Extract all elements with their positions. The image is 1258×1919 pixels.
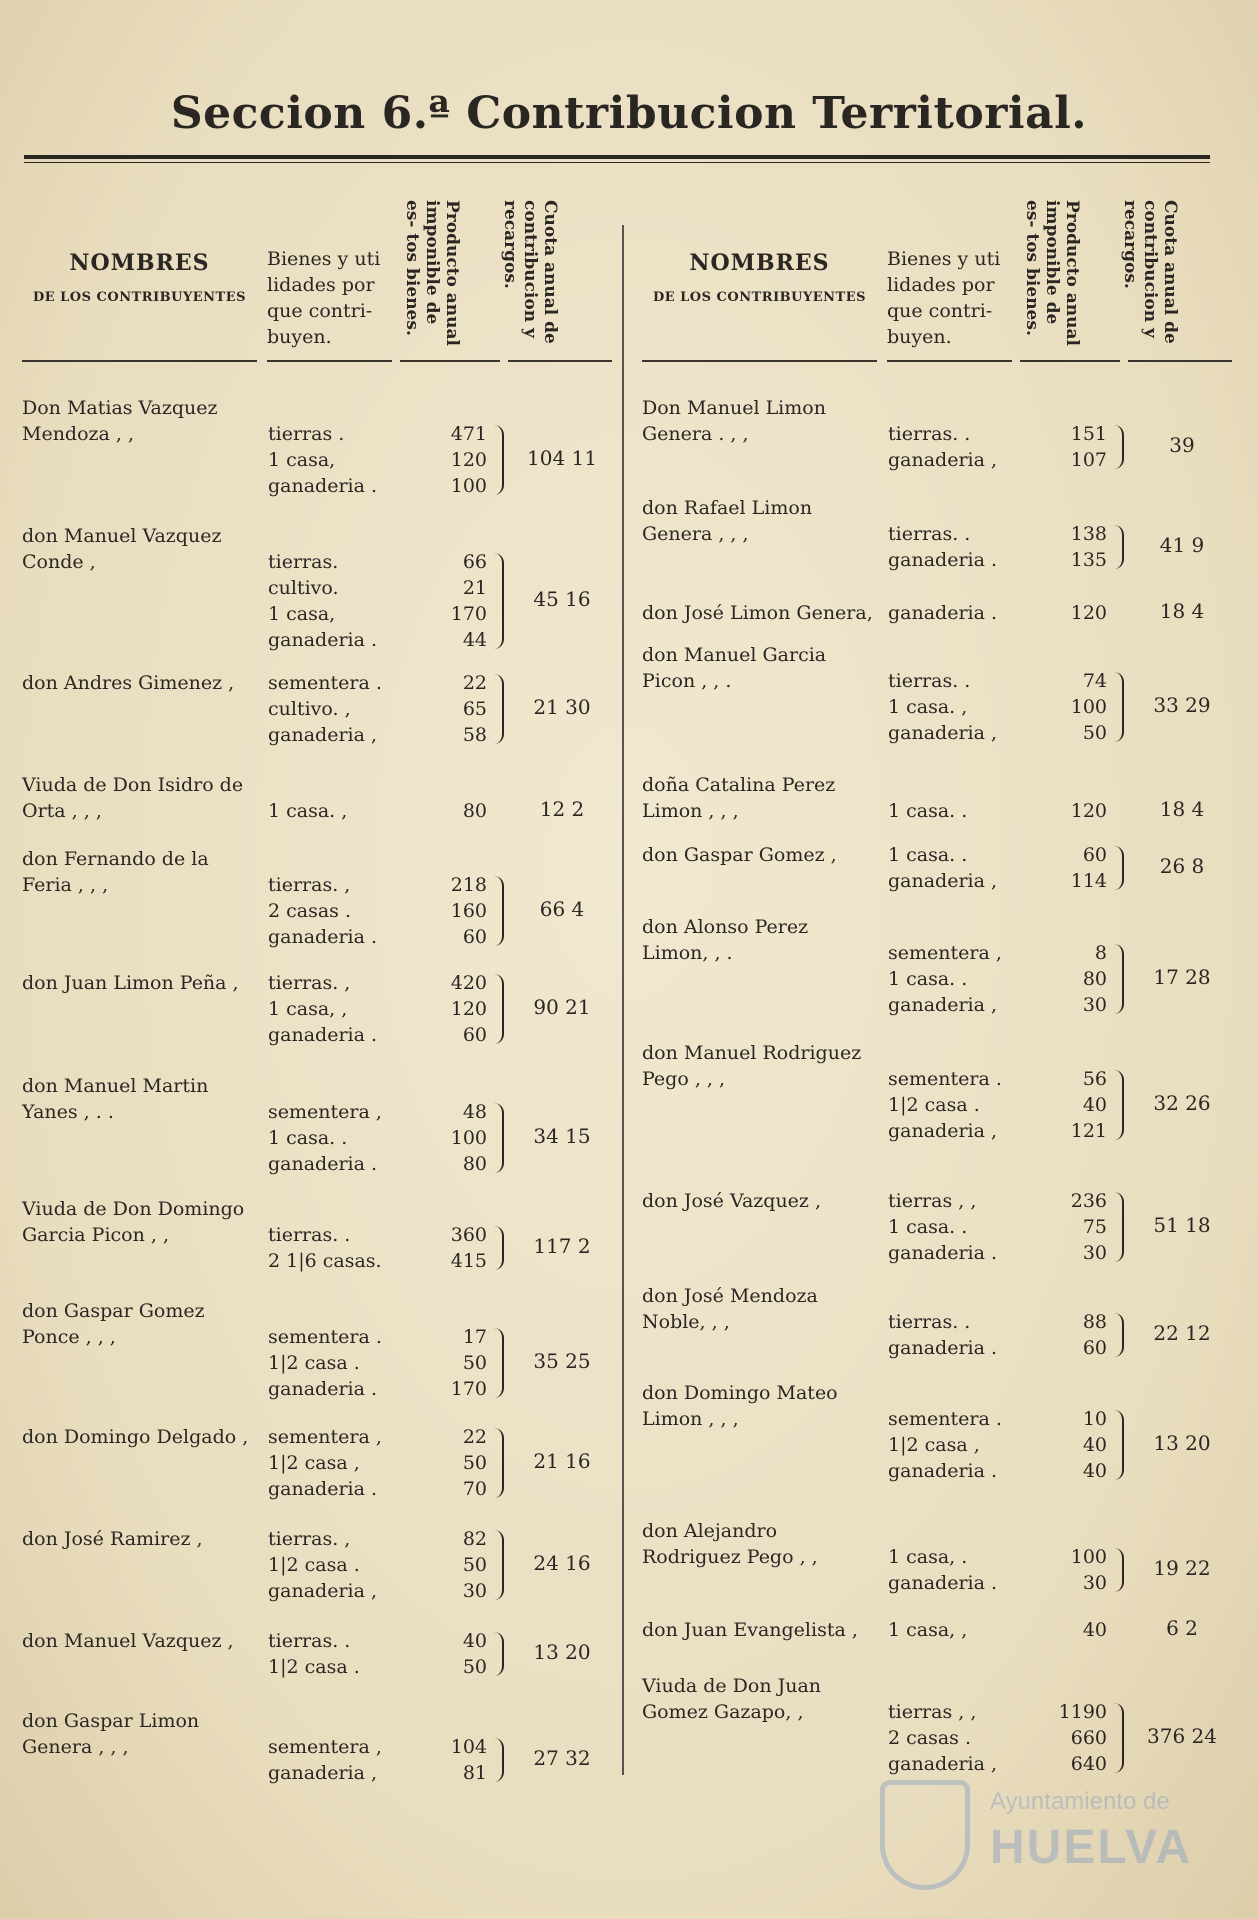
product-value: 75 (1082, 1216, 1107, 1238)
header-names-sub: DE LOS CONTRIBUYENTES (652, 290, 867, 305)
product-values (407, 970, 487, 1048)
product-value: 56 (1082, 1068, 1107, 1090)
property-item: sementera , (268, 1101, 382, 1123)
property-list (888, 1188, 1018, 1266)
product-values (407, 1424, 487, 1502)
product-value: 60 (1082, 1337, 1107, 1359)
grouping-brace (494, 1428, 504, 1498)
column-divider (622, 225, 624, 1775)
taxpayer-name: Viuda de Don Juan Gomez Gazapo, , (642, 1675, 822, 1723)
property-item: tierras. . (888, 523, 971, 545)
taxpayer-name: don José Ramirez , (22, 1528, 203, 1550)
product-value: 81 (462, 1762, 487, 1784)
product-value: 58 (462, 724, 487, 746)
property-item: 2 1|6 casas. (268, 1250, 382, 1272)
property-item: tierras. . (888, 1311, 971, 1333)
taxpayer-name: don Gaspar Gomez , (642, 844, 837, 866)
taxpayer-name: don José Vazquez , (642, 1190, 822, 1212)
property-list (268, 970, 398, 1048)
property-item: sementera , (268, 1426, 382, 1448)
header-names-sub: DE LOS CONTRIBUYENTES (32, 290, 247, 305)
property-list (888, 1406, 1018, 1484)
property-list (268, 549, 398, 653)
header-rules (642, 360, 1232, 364)
annual-quota: 21 16 (533, 1449, 591, 1473)
annual-quota: 27 32 (533, 1746, 591, 1770)
product-value: 50 (462, 1656, 487, 1678)
property-item: 1 casa. . (888, 800, 968, 822)
property-item: 1 casa. . (268, 1127, 348, 1149)
product-values (1027, 940, 1107, 1018)
taxpayer-name: don Rafael Limon Genera , , , (642, 497, 813, 545)
taxpayer-name: don Alonso Perez Limon, , . (642, 916, 809, 964)
property-item: ganaderia . (268, 1478, 378, 1500)
column-header (642, 190, 1232, 360)
annual-quota: 21 30 (533, 695, 591, 719)
property-item: ganaderia , (888, 722, 998, 744)
grouping-brace (494, 553, 504, 649)
property-item: tierras. (268, 551, 339, 573)
taxpayer-name: don Andres Gimenez , (22, 672, 235, 694)
grouping-brace (494, 674, 504, 744)
product-value: 60 (462, 1024, 487, 1046)
property-item: tierras. . (888, 670, 971, 692)
grouping-brace (494, 1103, 504, 1173)
property-list (888, 521, 1018, 573)
title-rule (24, 155, 1210, 159)
product-value: 120 (1070, 602, 1107, 624)
header-names: NOMBRES (69, 250, 210, 276)
header-rules (22, 360, 612, 364)
annual-quota: 41 9 (1159, 533, 1205, 557)
product-values (1027, 1309, 1107, 1361)
product-values (1027, 1617, 1107, 1643)
watermark-line2: HUELVA (990, 1821, 1193, 1874)
property-item: ganaderia . (888, 1572, 998, 1594)
property-list (268, 1734, 398, 1786)
property-item: ganaderia . (268, 629, 378, 651)
annual-quota: 66 4 (539, 897, 585, 921)
taxpayer-name: Viuda de Don Isidro de Orta , , , (22, 774, 244, 822)
grouping-brace (1114, 846, 1124, 890)
product-values (407, 421, 487, 499)
taxpayer-name: don José Mendoza Noble, , , (642, 1285, 818, 1333)
property-list (268, 1324, 398, 1402)
annual-quota: 39 (1169, 433, 1195, 457)
product-value: 104 (450, 1736, 487, 1758)
product-value: 60 (1082, 844, 1107, 866)
property-item: cultivo. (268, 577, 339, 599)
product-value: 40 (1082, 1460, 1107, 1482)
property-item: ganaderia , (268, 1762, 378, 1784)
product-value: 40 (1082, 1619, 1107, 1641)
annual-quota: 104 11 (527, 446, 597, 470)
taxpayer-name: don Gaspar Gomez Ponce , , , (22, 1300, 205, 1348)
product-value: 22 (462, 1426, 487, 1448)
product-value: 82 (462, 1528, 487, 1550)
product-value: 660 (1070, 1727, 1107, 1749)
taxpayer-name: don Fernando de la Feria , , , (22, 848, 209, 896)
annual-quota: 6 2 (1166, 1616, 1198, 1640)
property-item: tierras. . (268, 1630, 351, 1652)
property-item: tierras. . (888, 423, 971, 445)
property-item: 2 casas . (888, 1727, 972, 1749)
product-values (1027, 1699, 1107, 1777)
product-value: 65 (462, 698, 487, 720)
annual-quota: 45 16 (533, 587, 591, 611)
product-value: 80 (1082, 968, 1107, 990)
property-item: ganaderia . (268, 1378, 378, 1400)
header-bienes: Bienes y uti lidades por que contri- buyen. (887, 248, 1001, 348)
property-list (268, 1099, 398, 1177)
product-value: 360 (450, 1224, 487, 1246)
property-item: sementera , (888, 942, 1002, 964)
taxpayer-name: Don Matias Vazquez Mendoza , , (22, 397, 218, 445)
property-item: 1 casa. . (888, 968, 968, 990)
product-value: 114 (1070, 870, 1107, 892)
taxpayer-name: don Manuel Rodriguez Pego , , , (642, 1042, 862, 1090)
taxpayer-name: don Juan Limon Peña , (22, 972, 239, 994)
property-item: ganaderia . (888, 1242, 998, 1264)
taxpayer-name: don Manuel Vazquez Conde , (22, 525, 222, 573)
grouping-brace (1114, 1313, 1124, 1357)
grouping-brace (1114, 425, 1124, 469)
taxpayer-name: don Juan Evangelista , (642, 1619, 858, 1641)
product-values (407, 1526, 487, 1604)
product-values (1027, 600, 1107, 626)
property-item: 2 casas . (268, 900, 352, 922)
product-value: 80 (462, 800, 487, 822)
annual-quota: 117 2 (533, 1234, 591, 1258)
property-item: ganaderia , (888, 994, 998, 1016)
product-value: 30 (1082, 1242, 1107, 1264)
property-item: 1 casa, (268, 603, 336, 625)
left-column (22, 190, 612, 1784)
header-names: NOMBRES (689, 250, 830, 276)
annual-quota: 17 28 (1153, 965, 1211, 989)
grouping-brace (1114, 672, 1124, 742)
property-item: tierras. . (268, 1224, 351, 1246)
property-item: ganaderia , (888, 1120, 998, 1142)
property-list (888, 600, 1018, 626)
property-item: cultivo. , (268, 698, 351, 720)
product-value: 160 (450, 900, 487, 922)
product-value: 40 (1082, 1434, 1107, 1456)
taxpayer-name: don Manuel Vazquez , (22, 1630, 234, 1652)
product-value: 138 (1070, 523, 1107, 545)
property-item: ganaderia . (268, 1153, 378, 1175)
property-item: ganaderia , (888, 870, 998, 892)
grouping-brace (494, 876, 504, 946)
grouping-brace (494, 1328, 504, 1398)
property-item: tierras. , (268, 874, 351, 896)
grouping-brace (494, 974, 504, 1044)
annual-quota: 18 4 (1159, 599, 1205, 623)
property-list (268, 1424, 398, 1502)
product-values (407, 1222, 487, 1274)
header-cuota: Cuota anual de contribucion y recargos. (500, 200, 560, 344)
grouping-brace (1114, 1703, 1124, 1773)
property-item: ganaderia . (888, 602, 998, 624)
product-values (407, 1324, 487, 1402)
annual-quota: 22 12 (1153, 1321, 1211, 1345)
product-values (407, 549, 487, 653)
property-item: sementera . (268, 672, 382, 694)
product-value: 120 (450, 449, 487, 471)
product-value: 471 (450, 423, 487, 445)
product-values (407, 872, 487, 950)
property-list (268, 1222, 398, 1274)
annual-quota: 90 21 (533, 995, 591, 1019)
property-item: 1|2 casa . (268, 1352, 360, 1374)
product-value: 48 (462, 1101, 487, 1123)
product-value: 236 (1070, 1190, 1107, 1212)
property-item: 1|2 casa . (268, 1554, 360, 1576)
property-item: 1 casa. , (268, 800, 348, 822)
product-value: 120 (1070, 800, 1107, 822)
property-item: ganaderia , (268, 1580, 378, 1602)
product-value: 22 (462, 672, 487, 694)
product-value: 50 (1082, 722, 1107, 744)
product-values (1027, 842, 1107, 894)
product-value: 640 (1070, 1753, 1107, 1775)
property-list (268, 798, 398, 824)
product-value: 88 (1082, 1311, 1107, 1333)
product-value: 100 (1070, 696, 1107, 718)
property-item: tierras. , (268, 1528, 351, 1550)
product-values (1027, 1066, 1107, 1144)
taxpayer-name: Viuda de Don Domingo Garcia Picon , , (22, 1198, 245, 1246)
annual-quota: 26 8 (1159, 854, 1205, 878)
property-item: ganaderia . (888, 1337, 998, 1359)
product-value: 30 (462, 1580, 487, 1602)
property-item: 1|2 casa . (888, 1094, 980, 1116)
property-item: 1|2 casa , (888, 1434, 980, 1456)
annual-quota: 376 24 (1147, 1724, 1217, 1748)
property-item: sementera , (268, 1736, 382, 1758)
property-item: ganaderia , (888, 449, 998, 471)
grouping-brace (494, 1530, 504, 1600)
property-item: ganaderia . (888, 1460, 998, 1482)
product-value: 74 (1082, 670, 1107, 692)
grouping-brace (494, 1738, 504, 1782)
product-value: 8 (1094, 942, 1107, 964)
product-value: 66 (462, 551, 487, 573)
property-item: ganaderia , (268, 724, 378, 746)
column-header (22, 190, 612, 360)
property-list (888, 1309, 1018, 1361)
product-value: 100 (450, 475, 487, 497)
property-item: ganaderia . (888, 549, 998, 571)
product-value: 120 (450, 998, 487, 1020)
product-value: 1190 (1058, 1701, 1107, 1723)
product-value: 40 (462, 1630, 487, 1652)
product-value: 107 (1070, 449, 1107, 471)
taxpayer-name: don Gaspar Limon Genera , , , (22, 1710, 200, 1758)
product-value: 44 (462, 629, 487, 651)
property-list (888, 421, 1018, 473)
property-item: 1 casa. . (888, 844, 968, 866)
property-item: 1 casa, , (888, 1619, 968, 1641)
page-title: Seccion 6.ª Contribucion Territorial. (170, 88, 1088, 139)
product-values (407, 1734, 487, 1786)
product-values (1027, 1406, 1107, 1484)
taxpayer-name: don Alejandro Rodriguez Pego , , (642, 1520, 818, 1568)
taxpayer-name: don José Limon Genera, (642, 602, 873, 624)
property-list (888, 798, 1018, 824)
property-list (888, 940, 1018, 1018)
property-item: 1 casa, (268, 449, 336, 471)
product-value: 100 (1070, 1546, 1107, 1568)
product-value: 135 (1070, 549, 1107, 571)
product-values (1027, 668, 1107, 746)
annual-quota: 19 22 (1153, 1556, 1211, 1580)
product-value: 80 (462, 1153, 487, 1175)
product-value: 70 (462, 1478, 487, 1500)
grouping-brace (494, 425, 504, 495)
product-values (407, 670, 487, 748)
annual-quota: 33 29 (1153, 693, 1211, 717)
grouping-brace (494, 1632, 504, 1676)
grouping-brace (1114, 944, 1124, 1014)
annual-quota: 34 15 (533, 1124, 591, 1148)
property-list (268, 670, 398, 748)
property-item: ganaderia . (268, 475, 378, 497)
property-item: tierras . (268, 423, 345, 445)
property-item: sementera . (888, 1068, 1002, 1090)
annual-quota: 12 2 (539, 797, 585, 821)
header-cuota: Cuota anual de contribucion y recargos. (1120, 200, 1180, 344)
property-list (268, 421, 398, 499)
product-value: 151 (1070, 423, 1107, 445)
annual-quota: 13 20 (533, 1640, 591, 1664)
product-value: 420 (450, 972, 487, 994)
annual-quota: 32 26 (1153, 1091, 1211, 1115)
grouping-brace (494, 1226, 504, 1270)
grouping-brace (1114, 1548, 1124, 1592)
property-list (888, 1699, 1018, 1777)
property-item: ganaderia . (268, 1024, 378, 1046)
grouping-brace (1114, 1410, 1124, 1480)
product-value: 60 (462, 926, 487, 948)
watermark-line1: Ayuntamiento de (990, 1788, 1170, 1815)
product-value: 10 (1082, 1408, 1107, 1430)
product-value: 415 (450, 1250, 487, 1272)
property-item: tierras , , (888, 1190, 977, 1212)
property-list (268, 1628, 398, 1680)
property-item: 1|2 casa , (268, 1452, 360, 1474)
property-item: 1 casa, . (888, 1546, 968, 1568)
property-item: ganaderia , (888, 1753, 998, 1775)
watermark (880, 1780, 1210, 1900)
product-values (407, 1099, 487, 1177)
property-item: 1 casa. , (888, 696, 968, 718)
product-values (407, 798, 487, 824)
product-value: 40 (1082, 1094, 1107, 1116)
product-values (1027, 1544, 1107, 1596)
product-values (1027, 1188, 1107, 1266)
header-producto: Producto anual imponible de es- tos bienes. (1022, 200, 1082, 346)
property-item: 1 casa, , (268, 998, 348, 1020)
property-list (268, 872, 398, 950)
annual-quota: 51 18 (1153, 1213, 1211, 1237)
product-value: 30 (1082, 1572, 1107, 1594)
annual-quota: 13 20 (1153, 1431, 1211, 1455)
taxpayer-name: Don Manuel Limon Genera . , , (642, 397, 826, 445)
property-list (268, 1526, 398, 1604)
property-list (888, 1617, 1018, 1643)
product-value: 30 (1082, 994, 1107, 1016)
taxpayer-name: don Domingo Mateo Limon , , , (642, 1382, 838, 1430)
annual-quota: 18 4 (1159, 797, 1205, 821)
product-value: 218 (450, 874, 487, 896)
taxpayer-name: don Manuel Garcia Picon , , . (642, 644, 827, 692)
header-producto: Producto anual imponible de es- tos bienes. (402, 200, 462, 346)
product-values (1027, 521, 1107, 573)
property-item: 1|2 casa . (268, 1656, 360, 1678)
product-values (407, 1628, 487, 1680)
grouping-brace (1114, 525, 1124, 569)
product-value: 100 (450, 1127, 487, 1149)
property-item: ganaderia . (268, 926, 378, 948)
property-item: sementera . (888, 1408, 1002, 1430)
property-list (888, 668, 1018, 746)
grouping-brace (1114, 1070, 1124, 1140)
product-value: 21 (462, 577, 487, 599)
taxpayer-name: don Domingo Delgado , (22, 1426, 249, 1448)
property-item: sementera . (268, 1326, 382, 1348)
property-item: tierras , , (888, 1701, 977, 1723)
taxpayer-name: doña Catalina Perez Limon , , , (642, 774, 836, 822)
right-column (642, 190, 1232, 1775)
annual-quota: 24 16 (533, 1551, 591, 1575)
shield-icon (880, 1780, 970, 1890)
product-value: 50 (462, 1452, 487, 1474)
product-value: 121 (1070, 1120, 1107, 1142)
product-values (1027, 421, 1107, 473)
property-list (888, 1544, 1018, 1596)
header-bienes: Bienes y uti lidades por que contri- buyen. (267, 248, 381, 348)
annual-quota: 35 25 (533, 1349, 591, 1373)
grouping-brace (1114, 1192, 1124, 1262)
product-value: 50 (462, 1352, 487, 1374)
property-item: 1 casa. . (888, 1216, 968, 1238)
product-value: 50 (462, 1554, 487, 1576)
property-list (888, 1066, 1018, 1144)
title-rule-thin (24, 162, 1210, 163)
property-list (888, 842, 1018, 894)
taxpayer-name: don Manuel Martin Yanes , . . (22, 1075, 209, 1123)
product-value: 170 (450, 1378, 487, 1400)
property-item: tierras. , (268, 972, 351, 994)
product-value: 17 (462, 1326, 487, 1348)
product-value: 170 (450, 603, 487, 625)
product-values (1027, 798, 1107, 824)
